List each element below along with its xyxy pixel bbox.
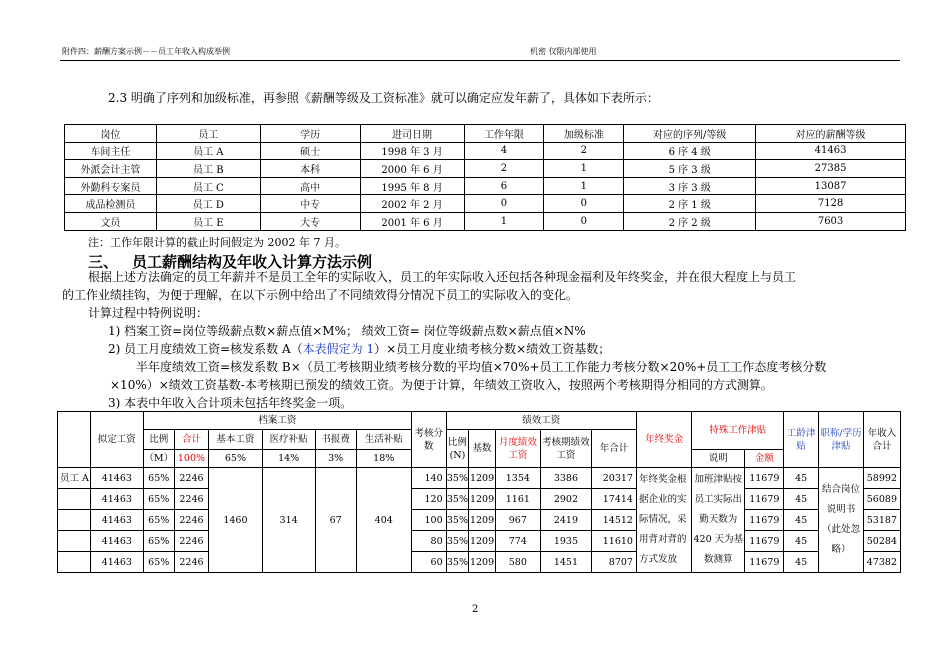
cell-ratio: 65%: [143, 510, 174, 531]
table1-cell: 3 序 3 级: [624, 177, 756, 195]
table1-cell: 2 序 1 级: [624, 195, 756, 213]
table1-cell: 文员: [65, 212, 157, 230]
pct-100: 100%: [174, 450, 209, 468]
amount-header: 金额: [745, 450, 784, 468]
monthly-perf-header: 月度绩效工资: [495, 430, 540, 468]
cell-monthly: 774: [495, 531, 540, 552]
table2-row: [58, 510, 901, 531]
table1-cell: 车间主任: [65, 142, 157, 160]
cell-base: 41463: [90, 552, 143, 573]
table1-cell: 4: [464, 142, 544, 160]
table1-cell: 中专: [260, 195, 360, 213]
intro-text: 2.3 明确了序列和加级标准，再参照《薪酬等级及工资标准》就可以确定应发年薪了，具体如下表所示：: [108, 91, 659, 105]
living-cell: 404: [356, 468, 411, 573]
section-number: 三、: [88, 253, 119, 271]
cell-yearly: 11610: [591, 531, 636, 552]
cell-jishu: 1209: [469, 531, 496, 552]
cell-jishu: 1209: [469, 552, 496, 573]
cell-income: 56089: [864, 489, 901, 510]
score-header: 考核分数: [411, 412, 446, 468]
table1-cell: 7603: [756, 212, 906, 230]
cell-total: 2246: [174, 489, 209, 510]
desc-header: 说明: [692, 450, 745, 468]
table1-header-cell: 员工: [156, 125, 260, 143]
item-2-part-a: 2) 员工月度绩效工资=核发系数 A（: [108, 342, 303, 356]
table1-header-row: [65, 125, 906, 143]
period-perf-header: 考核期绩效工资: [540, 430, 591, 468]
pct-3: 3%: [315, 450, 356, 468]
table1-row: [65, 160, 906, 178]
table1-cell: 硕士: [260, 142, 360, 160]
cell-monthly: 1354: [495, 468, 540, 489]
basic-salary-cell: 1460: [209, 468, 262, 573]
medical-cell: 314: [262, 468, 315, 573]
cell-yearly: 20317: [591, 468, 636, 489]
section-title: 员工薪酬结构及年收入计算方法示例: [132, 253, 373, 271]
cell-amount: 11679: [745, 468, 784, 489]
table1-cell: 1: [544, 177, 624, 195]
employee-empty-cell: [58, 552, 91, 573]
calc-title: 计算过程中特例说明：: [88, 306, 209, 320]
table2-row: [58, 489, 901, 510]
cell-score: 80: [411, 531, 446, 552]
table1-cell: 员工 A: [156, 142, 260, 160]
cell-score: 60: [411, 552, 446, 573]
cell-seniority: 45: [784, 489, 819, 510]
archive-salary-header: 档案工资: [143, 412, 411, 430]
living-header: 生活补贴: [356, 430, 411, 450]
employee-name-cell: 员工 A: [58, 468, 91, 489]
table1-cell: 2: [464, 160, 544, 178]
cell-n: 35%: [446, 552, 469, 573]
table1-header-cell: 对应的序列/等级: [624, 125, 756, 143]
annual-income-table: [57, 411, 901, 573]
cell-monthly: 1161: [495, 489, 540, 510]
item-2-line2: 半年度绩效工资=核发系数 B×（员工考核期业绩考核分数的平均值×70%+员工工作能力考核分数×20%+员工工作态度考核分数: [136, 360, 827, 374]
cell-base: 41463: [90, 489, 143, 510]
ratio-header: 比例: [143, 430, 174, 450]
annual-income-header: 年收入合计: [864, 412, 901, 468]
table1-row: [65, 212, 906, 230]
table1-cell: 成品检测员: [65, 195, 157, 213]
title-note-cell: 结合岗位说明书（此处忽略）: [819, 468, 864, 573]
cell-amount: 11679: [745, 510, 784, 531]
cell-total: 2246: [174, 510, 209, 531]
table1-header-cell: 工作年限: [464, 125, 544, 143]
cell-income: 53187: [864, 510, 901, 531]
item-2-assumption: 本表假定为 1: [302, 342, 375, 356]
employee-empty-cell: [58, 489, 91, 510]
table1-cell: 大专: [260, 212, 360, 230]
ratio2-label: 比例: [447, 436, 467, 448]
table1-cell: 1: [544, 160, 624, 178]
cell-ratio: 65%: [143, 468, 174, 489]
performance-salary-header: 绩效工资: [446, 412, 636, 430]
employee-header-cell: [58, 412, 91, 468]
cell-n: 35%: [446, 531, 469, 552]
table1-cell: 本科: [260, 160, 360, 178]
table1-cell: 员工 E: [156, 212, 260, 230]
book-fee-cell: 67: [315, 468, 356, 573]
cell-seniority: 45: [784, 552, 819, 573]
table1-cell: 2: [544, 142, 624, 160]
cell-jishu: 1209: [469, 489, 496, 510]
table2-row: [58, 531, 901, 552]
cell-yearly: 8707: [591, 552, 636, 573]
table1-cell: 员工 D: [156, 195, 260, 213]
cell-base: 41463: [90, 468, 143, 489]
cell-ratio: 65%: [143, 489, 174, 510]
cell-seniority: 45: [784, 531, 819, 552]
jishu-header: 基数: [469, 430, 496, 468]
table1-cell: 0: [464, 195, 544, 213]
employee-empty-cell: [58, 531, 91, 552]
table1-cell: 1: [464, 212, 544, 230]
table1-cell: 6: [464, 177, 544, 195]
cell-amount: 11679: [745, 531, 784, 552]
cell-monthly: 967: [495, 510, 540, 531]
cell-base: 41463: [90, 531, 143, 552]
table1-header-cell: 学历: [260, 125, 360, 143]
table1-cell: 0: [544, 195, 624, 213]
table1-cell: 1995 年 8 月: [360, 177, 464, 195]
table1-cell: 41463: [756, 142, 906, 160]
item-2-part-b: ）×员工月度业绩考核分数×绩效工资基数；: [374, 342, 611, 356]
bonus-note-cell: 年终奖金根据企业的实际情况，采用背对背的方式发放: [636, 468, 691, 573]
table1-cell: 1998 年 3 月: [360, 142, 464, 160]
cell-n: 35%: [446, 468, 469, 489]
pct-65: 65%: [209, 450, 262, 468]
table1-cell: 5 序 3 级: [624, 160, 756, 178]
special-note-cell: 加班津贴按员工实际出勤天数为 420 天为基数测算: [692, 468, 745, 573]
table1-row: [65, 177, 906, 195]
cell-period: 1451: [540, 552, 591, 573]
cell-period: 2902: [540, 489, 591, 510]
seniority-allowance-header: 工龄津贴: [784, 412, 819, 468]
cell-period: 1935: [540, 531, 591, 552]
pct-18: 18%: [356, 450, 411, 468]
cell-score: 120: [411, 489, 446, 510]
total-header: 合计: [174, 430, 209, 450]
cell-period: 2419: [540, 510, 591, 531]
cell-seniority: 45: [784, 468, 819, 489]
table1-cell: 2002 年 2 月: [360, 195, 464, 213]
cell-amount: 11679: [745, 489, 784, 510]
table1-row: [65, 195, 906, 213]
cell-jishu: 1209: [469, 510, 496, 531]
table1-cell: 0: [544, 212, 624, 230]
table2-row: [58, 468, 901, 489]
table1-cell: 2001 年 6 月: [360, 212, 464, 230]
book-fee-header: 书报费: [315, 430, 356, 450]
table1-cell: 高中: [260, 177, 360, 195]
table-note: 注：工作年限计算的截止时间假定为 2002 年 7 月。: [88, 236, 346, 249]
cell-n: 35%: [446, 489, 469, 510]
cell-seniority: 45: [784, 510, 819, 531]
table1-row: [65, 142, 906, 160]
table1-header-cell: 加级标准: [544, 125, 624, 143]
employee-empty-cell: [58, 510, 91, 531]
table1-cell: 外派会计主管: [65, 160, 157, 178]
header-right: 机密 仅限内部使用: [530, 47, 597, 56]
medical-header: 医疗补贴: [262, 430, 315, 450]
special-allowance-header: 特殊工作津贴: [692, 412, 784, 450]
cell-ratio: 65%: [143, 552, 174, 573]
table1-cell: 2 序 2 级: [624, 212, 756, 230]
table1-cell: 13087: [756, 177, 906, 195]
ratio-n-header: [446, 430, 469, 468]
table2-row: [58, 552, 901, 573]
cell-income: 58992: [864, 468, 901, 489]
cell-monthly: 580: [495, 552, 540, 573]
table1-cell: 6 序 4 级: [624, 142, 756, 160]
cell-total: 2246: [174, 468, 209, 489]
item-2: [108, 340, 610, 358]
table1-cell: 7128: [756, 195, 906, 213]
n-label: (N): [449, 449, 466, 461]
table1-header-cell: 进司日期: [360, 125, 464, 143]
table1-cell: 员工 C: [156, 177, 260, 195]
table1-cell: 2000 年 6 月: [360, 160, 464, 178]
table1-cell: 外勤科专案员: [65, 177, 157, 195]
item-3: 3) 本表中年收入合计项未包括年终奖金一项。: [108, 396, 353, 410]
year-end-bonus-header: 年终奖金: [636, 412, 691, 468]
yearly-perf-header: 年合计: [591, 430, 636, 468]
m-label: （M）: [143, 450, 174, 468]
cell-ratio: 65%: [143, 531, 174, 552]
table1-cell: 员工 B: [156, 160, 260, 178]
cell-score: 100: [411, 510, 446, 531]
basic-salary-header: 基本工资: [209, 430, 262, 450]
salary-grade-table: [64, 124, 906, 231]
cell-yearly: 14512: [591, 510, 636, 531]
table1-cell: 27385: [756, 160, 906, 178]
cell-jishu: 1209: [469, 468, 496, 489]
cell-yearly: 17414: [591, 489, 636, 510]
cell-total: 2246: [174, 552, 209, 573]
table1-header-cell: 岗位: [65, 125, 157, 143]
page-number: 2: [472, 604, 479, 615]
item-1: 1) 档案工资=岗位等级薪点数×薪点值×M%； 绩效工资= 岗位等级薪点数×薪点值×N%: [108, 324, 586, 338]
para1-line1: 根据上述方法确定的员工年薪并不是员工全年的实际收入，员工的年实际收入还包括各种现金福利及年终奖金，并在很大程度上与员工: [88, 270, 797, 284]
item-2-line3: ×10%）×绩效工资基数-本考核期已预发的绩效工资。为便于计算，年绩效工资收入，按照两个考核期得分相同的方式测算。: [110, 378, 773, 392]
header-divider: [60, 60, 900, 61]
base-salary-header: 拟定工资: [90, 412, 143, 468]
cell-n: 35%: [446, 510, 469, 531]
table1-header-cell: 对应的薪酬等级: [756, 125, 906, 143]
cell-period: 3386: [540, 468, 591, 489]
cell-base: 41463: [90, 510, 143, 531]
cell-total: 2246: [174, 531, 209, 552]
header-left: 附件四：薪酬方案示例－－员工年收入构成举例: [62, 47, 230, 56]
cell-income: 47382: [864, 552, 901, 573]
cell-score: 140: [411, 468, 446, 489]
pct-14: 14%: [262, 450, 315, 468]
title-allowance-header: 职称/学历津贴: [819, 412, 864, 468]
cell-income: 50284: [864, 531, 901, 552]
cell-amount: 11679: [745, 552, 784, 573]
para1-line2: 的工作业绩挂钩，为便于理解，在以下示例中给出了不同绩效得分情况下员工的实际收入的变化。: [62, 288, 579, 302]
